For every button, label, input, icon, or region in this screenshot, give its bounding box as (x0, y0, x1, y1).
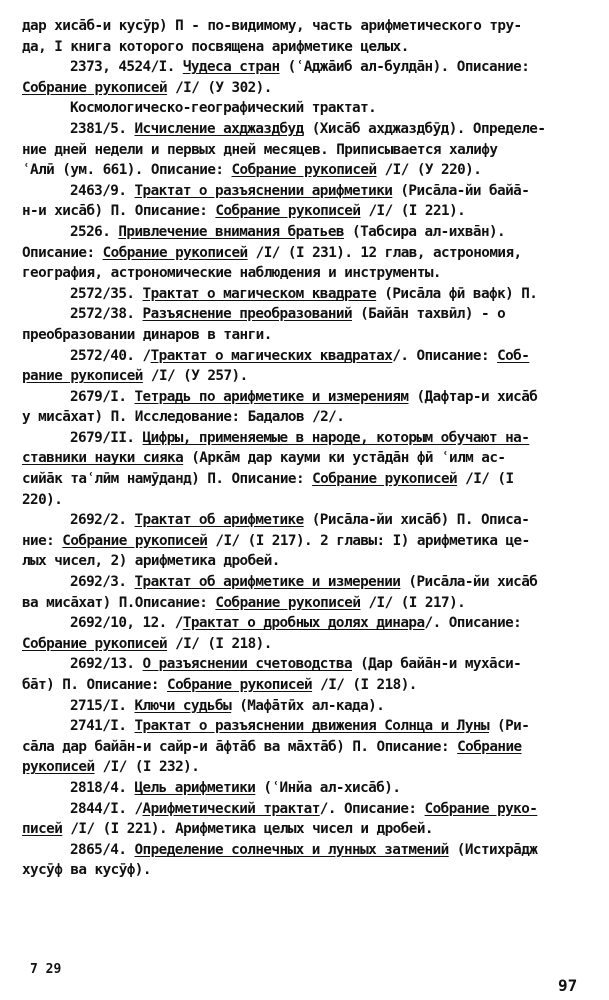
underlined-title: Трактат о разъяснении арифметики (134, 182, 393, 199)
text-line (22, 799, 597, 820)
underlined-title: Трактат о дробных долях динара (182, 615, 425, 632)
text-line (22, 593, 597, 614)
text-segment: 2692/2. (70, 512, 135, 529)
text-segment: 2679/II. (70, 429, 143, 446)
underlined-title: Цифры, применяемые в народе, которым обучают на- (142, 429, 530, 446)
text-segment: /I/ (I 218). (312, 677, 417, 693)
text-line (22, 366, 597, 387)
underlined-title: рукописей (22, 759, 95, 776)
underlined-title: Тетрадь по арифметике и измерениям (134, 388, 409, 405)
text-segment: преобразовании динаров в танги. (22, 326, 272, 343)
underlined-title: Собрание рукописей (215, 203, 361, 220)
text-segment: (Дафтар-и хисāб (408, 388, 538, 405)
text-line (22, 654, 597, 675)
text-segment: Космологическо-географический трактат. (70, 100, 377, 117)
text-segment: (Рисāла фӣ вафк) П. (376, 285, 538, 302)
text-line (22, 98, 597, 119)
text-line (22, 284, 597, 305)
signature-mark: 7 29 (30, 962, 62, 977)
text-line (22, 346, 597, 367)
text-segment: (Аркāм дар кауми ки устāдāн фӣ ʿилм ас- (183, 450, 506, 467)
underlined-title: Арифметический трактат (142, 800, 320, 817)
text-line (22, 407, 597, 428)
text-segment: сāла дар байāн-и сайр-и āфтāб ва мāхтāб) П. Описание: (22, 738, 458, 755)
text-segment: (Ри- (489, 718, 530, 735)
text-line (22, 840, 597, 861)
text-segment: /I/ (I 217). 2 главы: I) арифметика це- (207, 532, 530, 549)
text-segment: 2679/I. (70, 388, 135, 405)
text-segment: (Дар байāн-и мухāси- (352, 656, 522, 673)
text-segment: 2715/I. (70, 697, 135, 714)
text-segment: /. Описание: (424, 615, 522, 632)
underlined-title: Трактат о магических квадратах (150, 347, 393, 364)
text-segment: (Байāн тахвӣл) - о (352, 306, 506, 323)
text-line (22, 572, 597, 593)
underlined-title: Собрание рукописей (102, 244, 248, 261)
text-line (22, 819, 597, 840)
text-line (22, 469, 597, 490)
text-segment: да, I книга которого посвящена арифметике целых. (22, 38, 409, 55)
text-line (22, 181, 597, 202)
text-segment: (Рисāла-йи хисāб) П. Описа- (303, 512, 530, 529)
text-segment: 2381/5. (70, 120, 135, 137)
text-line (22, 696, 597, 717)
text-line (22, 778, 597, 799)
underlined-title: Собрание рукописей (22, 79, 168, 96)
text-segment: /I/ (У 257). (142, 368, 248, 385)
text-segment: 2741/I. (70, 718, 135, 735)
underlined-title: Цель арифметики (134, 779, 256, 796)
underlined-title: Определение солнечных и лунных затмений (134, 841, 449, 858)
underlined-title: О разъяснении счетоводства (142, 656, 353, 673)
text-segment: 2692/3. (70, 574, 135, 591)
text-segment: /I/ (I 218). (167, 635, 272, 652)
text-line (22, 37, 597, 58)
underlined-title: Трактат о магическом квадрате (142, 285, 377, 302)
text-line (22, 222, 597, 243)
text-segment: (Хисāб ахджаздбӯд). Определе- (303, 120, 546, 137)
text-segment: /I/ (У 220). (376, 162, 482, 179)
underlined-title: Трактат об арифметике и измерении (134, 574, 401, 591)
text-segment: (Мафāтӣх ал-када). (231, 697, 385, 714)
underlined-title: Собрание (457, 738, 522, 755)
text-line (22, 16, 597, 37)
text-line (22, 325, 597, 346)
text-line (22, 551, 597, 572)
text-line (22, 119, 597, 140)
text-segment: /I/ (У 302). (167, 79, 272, 96)
text-segment: 2692/10, 12. / (70, 615, 183, 632)
underlined-title: Соб- (497, 347, 530, 364)
text-segment: 2572/40. / (70, 347, 151, 364)
text-line (22, 57, 597, 78)
text-line (22, 737, 597, 758)
underlined-title: Собрание рукописей (22, 635, 168, 652)
text-segment: 2373, 4524/I. (70, 59, 183, 76)
text-segment: 220). (22, 491, 63, 508)
text-segment: ние дней недели и первых дней месяцев. Приписывается халифу (22, 141, 498, 158)
text-segment: лых чисел, 2) арифметика дробей. (22, 553, 280, 570)
text-segment: 2526. (70, 223, 119, 240)
text-segment: /I/ (I (457, 471, 514, 488)
text-segment: /I/ (I 232). (94, 759, 200, 776)
underlined-title: рание рукописей (22, 368, 143, 385)
text-line (22, 160, 597, 181)
underlined-title: ставники науки сияка (22, 450, 184, 467)
text-segment: /. Описание: (392, 347, 498, 364)
text-segment: (ʿАджāиб ал-булдāн). Описание: (279, 59, 530, 76)
underlined-title: Чудеса стран (182, 59, 280, 76)
text-line (22, 613, 597, 634)
underlined-title: Собрание рукописей (62, 532, 208, 549)
underlined-title: Трактат об арифметике (134, 512, 304, 529)
text-line (22, 860, 597, 881)
text-segment: (Табсира ал-ихвāн). (343, 223, 506, 240)
text-segment: 2844/I. / (70, 800, 143, 817)
text-line (22, 243, 597, 264)
underlined-title: Исчисление ахджаздбуд (134, 120, 304, 137)
text-segment: /I/ (I 221). (360, 203, 466, 220)
underlined-title: Собрание рукописей (215, 594, 361, 611)
text-segment: у мисāхат) П. Исследование: Бадалов /2/. (22, 409, 345, 426)
text-segment: 2572/35. (70, 285, 143, 302)
text-segment: /I/ (I 221). Арифметика целых чисел и дробей. (62, 821, 433, 838)
text-segment: хусӯф ва кусӯф). (22, 862, 151, 879)
underlined-title: Собрание рукописей (167, 677, 313, 693)
underlined-title: Собрание рукописей (231, 162, 377, 179)
text-segment: 2463/9. (70, 182, 135, 199)
text-line (22, 510, 597, 531)
text-segment: /. Описание: (319, 800, 425, 817)
text-line (22, 716, 597, 737)
text-segment: ва мисāхат) П.Описание: (22, 594, 216, 611)
underlined-title: писей (22, 821, 63, 838)
text-line (22, 78, 597, 99)
page-number: 97 (558, 976, 578, 995)
text-segment: Описание: (22, 244, 103, 261)
text-segment: бāт) П. Описание: (22, 677, 168, 693)
text-line (22, 201, 597, 222)
text-segment: /I/ (I 231). 12 глав, астрономия, (247, 244, 522, 261)
text-segment: сийāк таʿлӣм намӯданд) П. Описание: (22, 471, 313, 488)
text-segment: н-и хисāб) П. Описание: (22, 203, 216, 220)
underlined-title: Трактат о разъяснении движения Солнца и Луны (134, 718, 489, 735)
text-line (22, 675, 597, 696)
text-segment: ние: (22, 532, 63, 549)
text-line (22, 634, 597, 655)
text-segment: 2692/13. (70, 656, 143, 673)
text-line (22, 140, 597, 161)
underlined-title: Собрание рукописей (312, 471, 458, 488)
text-line (22, 387, 597, 408)
underlined-title: Привлечение внимания братьев (118, 223, 344, 240)
text-segment: 2572/38. (70, 306, 143, 323)
underlined-title: Разъяснение преобразований (142, 306, 353, 323)
text-segment: (Рисāла-йи байā- (392, 182, 530, 199)
text-line (22, 263, 597, 284)
text-segment: ʿАлӣ (ум. 661). Описание: (22, 162, 232, 179)
text-segment: дар хисāб-и кусӯр) П - по-видимому, часть арифметического тру- (22, 18, 522, 34)
text-line (22, 428, 597, 449)
text-segment: география, астрономические наблюдения и инструменты. (22, 265, 441, 282)
underlined-title: Собрание руко- (424, 800, 538, 817)
page-text (22, 16, 597, 881)
text-segment: (Рисāла-йи хисāб (400, 574, 538, 591)
text-line (22, 304, 597, 325)
text-line (22, 448, 597, 469)
text-segment: /I/ (I 217). (360, 594, 466, 611)
underlined-title: Ключи судьбы (134, 697, 232, 714)
text-segment: 2865/4. (70, 841, 135, 858)
text-segment: 2818/4. (70, 779, 135, 796)
text-segment: (Истихрāдж (448, 841, 538, 858)
text-line (22, 490, 597, 511)
text-segment: (ʿИнйа ал-хисāб). (255, 779, 401, 796)
text-line (22, 757, 597, 778)
text-line (22, 531, 597, 552)
